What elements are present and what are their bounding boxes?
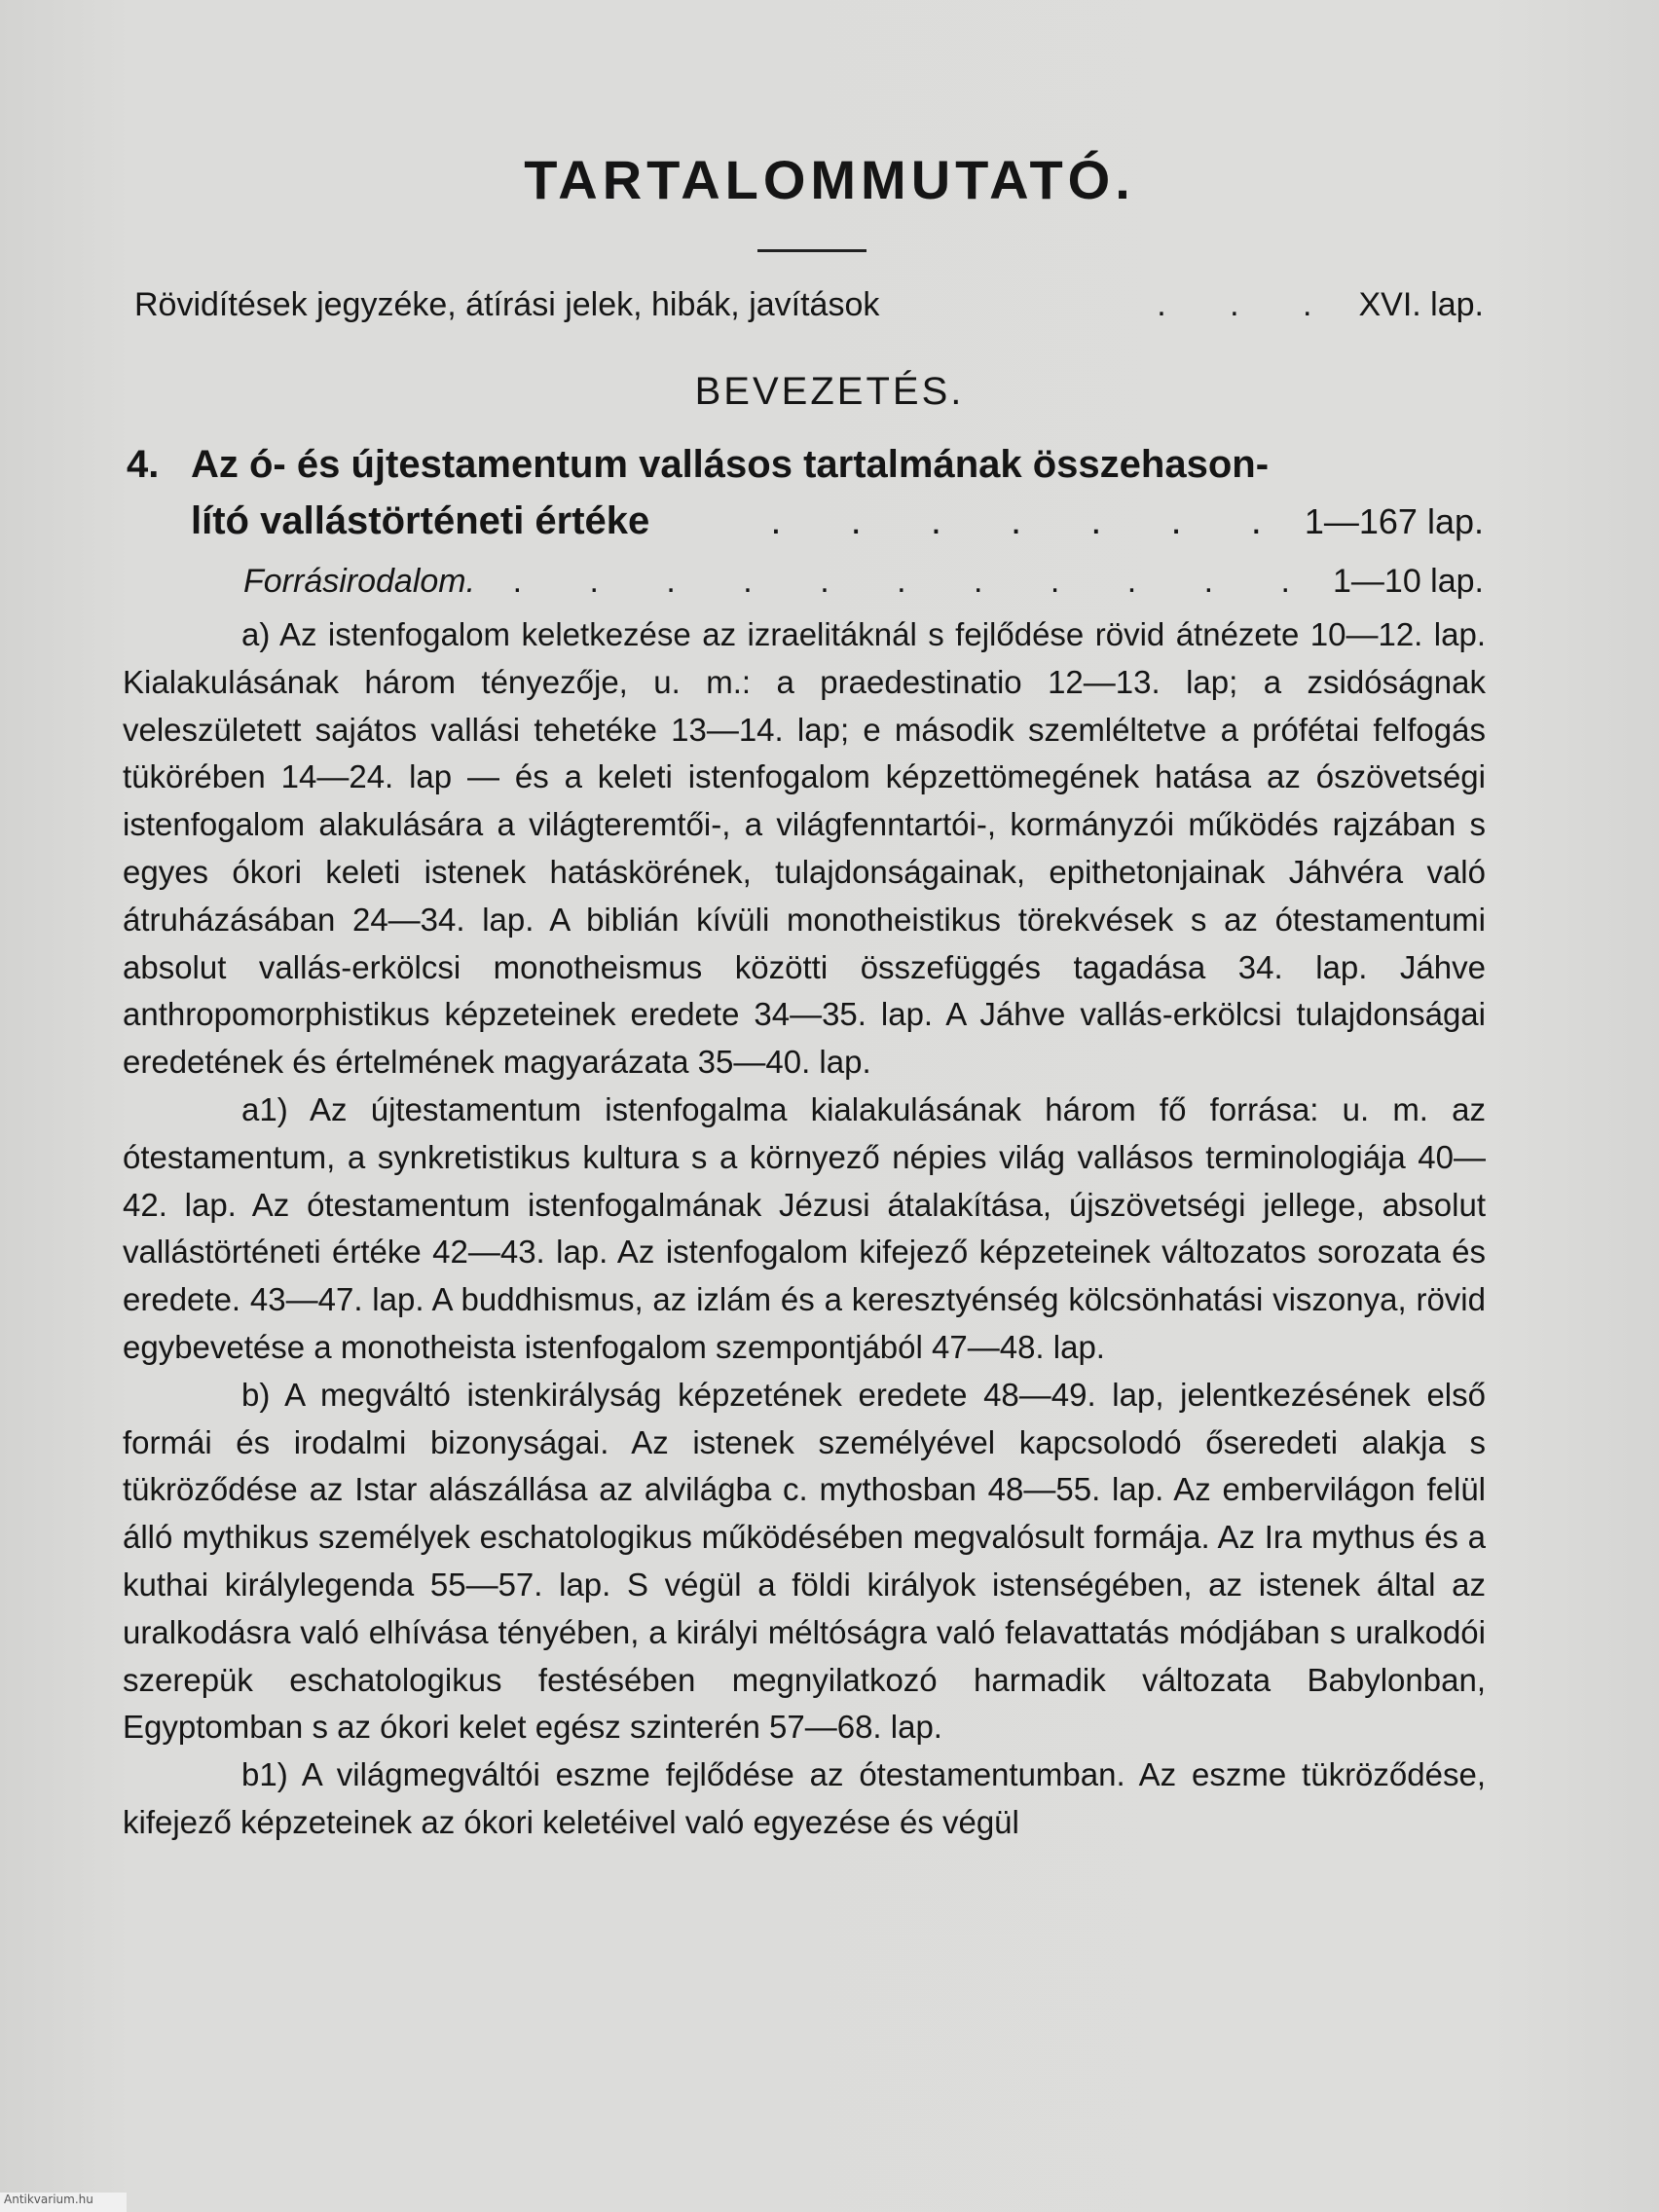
paragraph-a1: a1) Az újtestamentum istenfogalma kialakulásának három fő forrása: u. m. az ótestamentum, a synkretistikus kultura s a környező népies világ vallásos terminologiája 40—42. lap. Az ótestamentum istenfogalmának Jézusi átalakítása, újszövetségi jellege, absolut vallástörténeti értéke 42—43. lap. Az istenfogalom kifejező képzeteinek változatos sorozata és eredete. 43—47. lap. A buddhismus, az izlám és a keresztyénség kölcsönhatási viszonya, rövid egybevetése a monotheista istenfogalom szempontjából 47—48. lap. <box>123 1090 1486 1365</box>
toc-body-text <box>123 611 1486 1847</box>
paragraph-b1: b1) A világmegváltói eszme fejlődése az ótestamentumban. Az eszme tükröződése, kifejező képzeteinek az ókori keletéivel való egyezése és végül <box>123 1756 1486 1840</box>
page-title: TARTALOMMUTATÓ. <box>524 149 1135 210</box>
toc-leader-dots: . . . <box>1157 286 1340 323</box>
toc-sources-entry <box>243 563 1484 601</box>
toc-abbreviations-page: XVI. lap. <box>1358 286 1484 323</box>
paragraph-a: a) Az istenfogalom keletkezése az izraelitáknál s fejlődése rövid átnézete 10—12. lap. Kialakulásának három tényezője, u. m.: a praedestinatio 12—13. lap; a zsidóságnak veleszületett sajátos vallási tehetéke 13—14. lap; e második szemléltetve a prófétai felfogás tükörében 14—24. lap — és a keleti istenfogalom képzettömegének hatása az ószövetségi istenfogalom alakulására a világteremtői-, a világfenntartói-, kormányzói működés rajzában s egyes ókori keleti istenek hatáskörének, tulajdonságainak, epithetonjainak Jáhvéra való átruházásában 24—34. lap. A biblián kívüli monotheistikus törekvések s az ótestamentumi absolut vallás-erkölcsi monotheismus közötti összefüggés tagadása 34. lap. Jáhve anthropomorphistikus képzeteinek eredete 34—35. lap. A Jáhve vallás-erkölcsi tulajdonságai eredetének és értelmének magyarázata 35—40. lap. <box>123 616 1486 1081</box>
toc-entry-4-title-line1: Az ó- és újtestamentum vallásos tartalmának összehason- <box>191 443 1270 486</box>
toc-leader-dots: . . . . . . . <box>770 499 1291 542</box>
toc-abbreviations-entry <box>134 286 1484 324</box>
watermark: Antikvarium.hu <box>0 2193 127 2212</box>
toc-entry-4-line2 <box>127 493 1484 550</box>
section-heading: BEVEZETÉS. <box>694 370 965 413</box>
toc-sources-label: Forrásirodalom. <box>243 563 476 600</box>
toc-entry-number: 4. <box>127 443 160 486</box>
toc-sources-pages: 1—10 lap. <box>1333 563 1484 600</box>
paragraph-b: b) A megváltó istenkirályság képzetének eredete 48—49. lap, jelentkezésének első formái és irodalmi bizonyságai. Az istenek személyével kapcsolodó őseredeti alakja s tükröződése az Istar alászállása az alvilágba c. mythosban 48—55. lap. Az embervilágon felül álló mythikus személyek eschatologikus működésében megvalósult formája. Az Ira mythus és a kuthai királylegenda 55—57. lap. S végül a földi királyok istenségében, az istenek által az uralkodásra való elhívása tényében, a királyi méltóságra való felavattatás módjában s uralkodói szerepük eschatologikus festésében megnyilatkozó harmadik változata Babylonban, Egyptomban s az ókori kelet egész szinterén 57—68. lap. <box>123 1376 1486 1746</box>
toc-leader-dots: . . . . . . . . . . . <box>512 563 1319 600</box>
toc-abbreviations-label: Rövidítések jegyzéke, átírási jelek, hibák, javítások <box>134 286 880 323</box>
toc-entry-4-line1 <box>127 436 1484 493</box>
toc-entry-4-title-line2: lító vallástörténeti értéke <box>191 499 650 542</box>
toc-entry-4 <box>127 436 1484 550</box>
toc-entry-4-pages: 1—167 lap. <box>1304 501 1484 541</box>
title-divider <box>757 249 866 252</box>
